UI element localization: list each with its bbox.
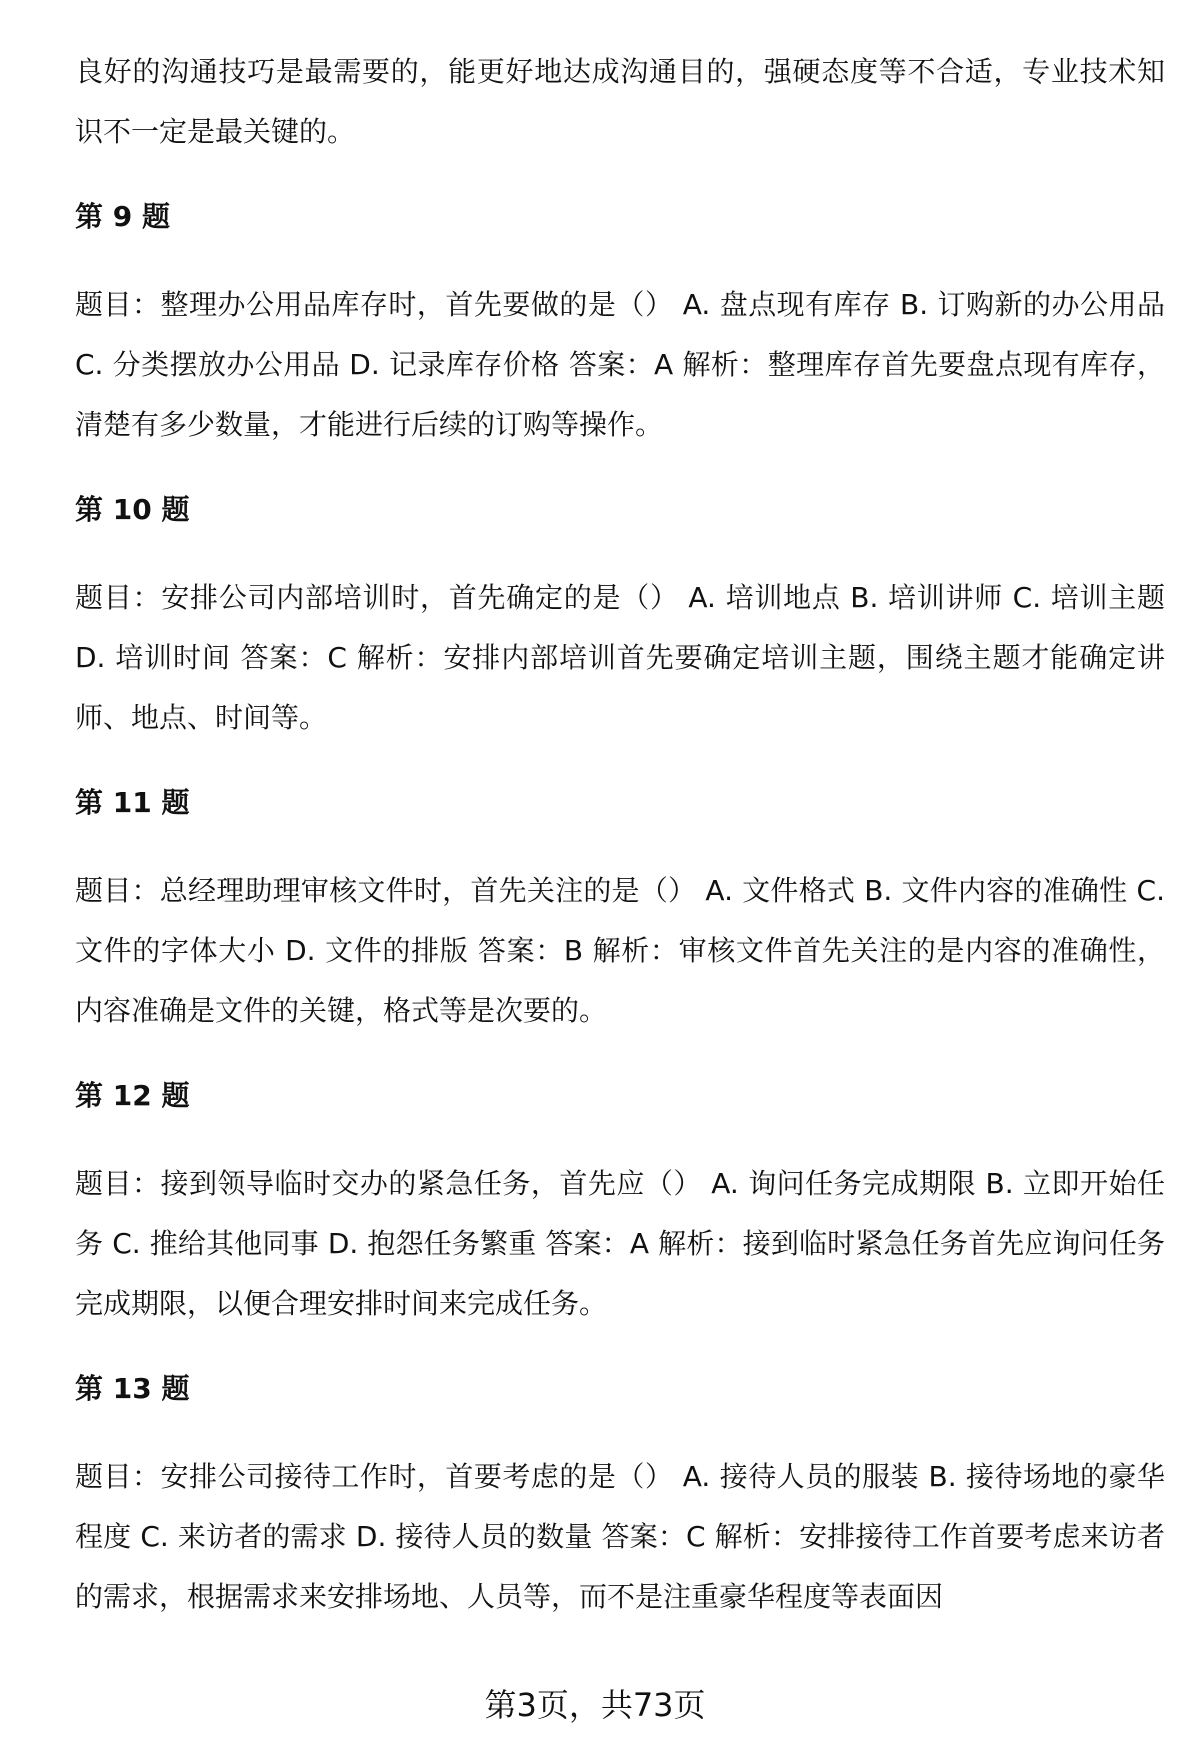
question-body: 题目：整理办公用品库存时，首先要做的是（） A. 盘点现有库存 B. 订购新的办公用品 C. 分类摆放办公用品 D. 记录库存价格 答案：A 解析：整理库存首先要盘点现有库存，清楚有多少数量，才能进行后续的订购等操作。: [75, 288, 1165, 441]
question-body: 题目：安排公司内部培训时，首先确定的是（） A. 培训地点 B. 培训讲师 C. 培训主题 D. 培训时间 答案：C 解析：安排内部培训首先要确定培训主题，围绕主题才能确定讲师、地点、时间等。: [75, 581, 1165, 734]
question-body: 题目：接到领导临时交办的紧急任务，首先应（） A. 询问任务完成期限 B. 立即开始任务 C. 推给其他同事 D. 抱怨任务繁重 答案：A 解析：接到临时紧急任务首先应询问任务完成期限，以便合理安排时间来完成任务。: [75, 1167, 1165, 1320]
question-body: 题目：安排公司接待工作时，首要考虑的是（） A. 接待人员的服装 B. 接待场地的豪华程度 C. 来访者的需求 D. 接待人员的数量 答案：C 解析：安排接待工作首要考虑来访者的需求，根据需求来安排场地、人员等，而不是注重豪华程度等表面因: [75, 1460, 1165, 1613]
question-heading: 第 9 题: [75, 200, 170, 233]
intro-paragraph: 良好的沟通技巧是最需要的，能更好地达成沟通目的，强硬态度等不合适，专业技术知识不一定是最关键的。: [75, 55, 1165, 148]
document-content: [75, 42, 1165, 1652]
question-block: [75, 1359, 1165, 1627]
question-heading: 第 11 题: [75, 786, 190, 819]
question-heading: 第 10 题: [75, 493, 190, 526]
question-heading: 第 12 题: [75, 1079, 190, 1112]
question-block: [75, 187, 1165, 455]
question-block: [75, 1066, 1165, 1334]
question-block: [75, 773, 1165, 1041]
question-body: 题目：总经理助理审核文件时，首先关注的是（） A. 文件格式 B. 文件内容的准确性 C. 文件的字体大小 D. 文件的排版 答案：B 解析：审核文件首先关注的是内容的准确性，内容准确是文件的关键，格式等是次要的。: [75, 874, 1165, 1027]
question-block: [75, 480, 1165, 748]
question-heading: 第 13 题: [75, 1372, 190, 1405]
page-number-footer: 第3页，共73页: [484, 1686, 706, 1724]
